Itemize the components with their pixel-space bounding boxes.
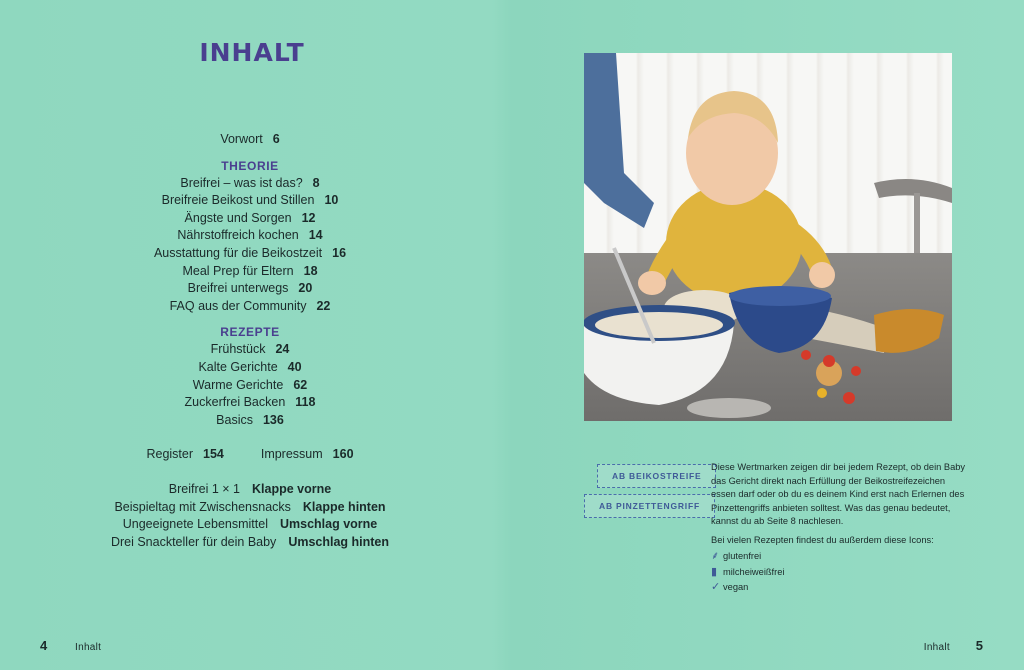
toc-label: Frühstück bbox=[210, 342, 266, 357]
toc-entry[interactable] bbox=[0, 175, 500, 193]
toc-entry[interactable] bbox=[0, 245, 500, 263]
toc-page: 12 bbox=[301, 210, 316, 225]
toc-page: 18 bbox=[303, 263, 318, 278]
toc-entry[interactable] bbox=[0, 210, 500, 228]
toc-label-impressum[interactable]: Impressum bbox=[260, 447, 323, 462]
toc-label: Ängste und Sorgen bbox=[184, 210, 292, 225]
toc-entry[interactable] bbox=[0, 298, 500, 316]
toc-entry[interactable] bbox=[0, 359, 500, 377]
toc-page: 20 bbox=[298, 281, 313, 296]
check-leaf-icon: ✓ bbox=[711, 581, 721, 593]
icon-legend-glutenfrei bbox=[711, 549, 761, 563]
toc-label: Ausstattung für die Beikostzeit bbox=[153, 245, 323, 260]
toc-page: 136 bbox=[262, 412, 284, 427]
toc-extra-entry[interactable] bbox=[0, 516, 500, 534]
toc-label: Ungeeignete Lebensmittel bbox=[122, 517, 268, 532]
toc-entry[interactable] bbox=[0, 280, 500, 298]
toc-location: Umschlag vorne bbox=[279, 517, 378, 532]
toc-label: Drei Snackteller für dein Baby bbox=[110, 534, 277, 549]
toc-page: 14 bbox=[308, 228, 323, 243]
toc-location: Klappe hinten bbox=[302, 499, 386, 514]
icons-intro: Bei vielen Rezepten findest du außerdem diese Icons: bbox=[711, 535, 934, 545]
running-head-left: Inhalt bbox=[75, 642, 102, 653]
wheat-icon: ⸙ bbox=[711, 550, 720, 562]
icon-legend-vegan bbox=[711, 580, 748, 594]
toc-label: Breifrei – was ist das? bbox=[180, 175, 303, 190]
page-number-right: 5 bbox=[975, 638, 983, 653]
toc-extra-entry[interactable] bbox=[0, 481, 500, 499]
toc-label: Zuckerfrei Backen bbox=[184, 395, 286, 410]
toc-page-register: 154 bbox=[203, 447, 224, 462]
toc-label: Basics bbox=[216, 412, 253, 427]
section-heading-theorie: THEORIE bbox=[221, 158, 279, 173]
icon-label: glutenfrei bbox=[723, 551, 762, 561]
toc-extra-entry[interactable] bbox=[0, 534, 500, 552]
toc-location: Umschlag hinten bbox=[288, 534, 390, 549]
toc-page: 10 bbox=[324, 193, 339, 208]
toc-label: Breifrei 1 × 1 bbox=[168, 481, 241, 496]
toc-label: FAQ aus der Community bbox=[169, 298, 307, 313]
icon-legend-milcheiweissfrei bbox=[711, 565, 784, 579]
toc-label: Breifrei unterwegs bbox=[187, 281, 289, 296]
toc-label: Beispieltag mit Zwischensnacks bbox=[114, 499, 291, 514]
toc-label: Breifreie Beikost und Stillen bbox=[161, 193, 315, 208]
toc-page: 22 bbox=[316, 298, 331, 313]
toc-page: 40 bbox=[287, 359, 302, 374]
table-of-contents bbox=[0, 131, 500, 551]
toc-page: 62 bbox=[293, 377, 308, 392]
icon-label: vegan bbox=[723, 582, 749, 592]
baby-eating-photo bbox=[584, 53, 952, 421]
toc-page: 24 bbox=[275, 342, 290, 357]
toc-page-impressum: 160 bbox=[332, 447, 354, 462]
toc-page: 8 bbox=[312, 175, 320, 190]
toc-label: Vorwort bbox=[220, 132, 263, 146]
toc-extra-entry[interactable] bbox=[0, 499, 500, 517]
toc-entry[interactable] bbox=[0, 227, 500, 245]
toc-entry[interactable] bbox=[0, 192, 500, 210]
toc-page: 16 bbox=[332, 245, 347, 260]
toc-entry-register-impressum bbox=[0, 446, 500, 464]
toc-page: 118 bbox=[295, 395, 316, 410]
toc-label: Kalte Gerichte bbox=[198, 359, 278, 374]
toc-entry-vorwort[interactable] bbox=[0, 131, 500, 149]
section-heading-rezepte: REZEPTE bbox=[220, 325, 280, 340]
toc-label: Meal Prep für Eltern bbox=[182, 263, 294, 278]
toc-label: Nährstoffreich kochen bbox=[177, 228, 299, 243]
icon-label: milcheiweißfrei bbox=[723, 567, 785, 577]
photo-illustration bbox=[584, 53, 952, 421]
toc-label-register[interactable]: Register bbox=[146, 447, 194, 462]
page-number-left: 4 bbox=[40, 638, 48, 653]
toc-entry[interactable] bbox=[0, 341, 500, 359]
toc-label: Warme Gerichte bbox=[192, 377, 284, 392]
stamp-description: Diese Wertmarken zeigen dir bei jedem Rezept, ob dein Baby das Gericht direkt nach Erfüllung der Beikostreifezeichen essen darf oder ob du es deinem Kind erst nach Erlernen des Pinzettengriffs anbieten solltest. Was das genau bedeutet, kannst du ab Seite 8 nachlesen. bbox=[711, 462, 966, 526]
toc-page: 6 bbox=[272, 132, 280, 146]
toc-entry[interactable] bbox=[0, 412, 500, 430]
stamp-ab-pinzettengriff: AB PINZETTENGRIFF bbox=[584, 494, 715, 518]
bottle-icon: ▮ bbox=[711, 566, 718, 578]
toc-location: Klappe vorne bbox=[252, 481, 332, 496]
running-head-right: Inhalt bbox=[923, 642, 950, 653]
stamp-ab-beikostreife: AB BEIKOSTREIFE bbox=[597, 464, 716, 488]
toc-entry[interactable] bbox=[0, 394, 500, 412]
toc-entry[interactable] bbox=[0, 377, 500, 395]
toc-entry[interactable] bbox=[0, 263, 500, 281]
page-title: INHALT bbox=[199, 38, 305, 67]
